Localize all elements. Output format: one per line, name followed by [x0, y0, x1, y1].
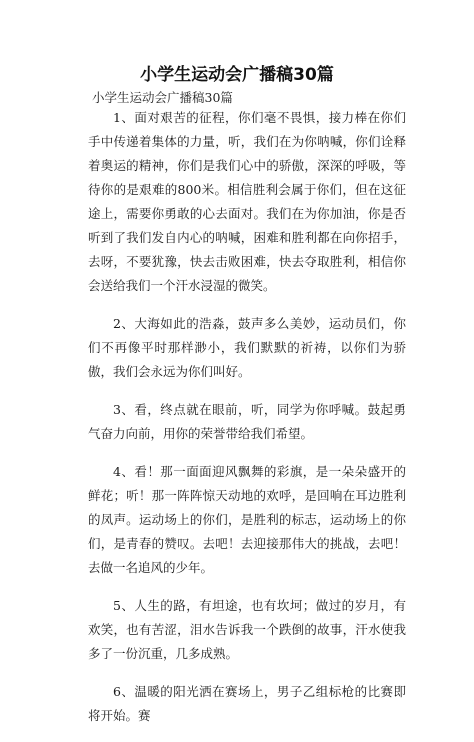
- document-body: [88, 106, 406, 742]
- paragraph-2: 2、大海如此的浩淼，鼓声多么美妙，运动员们，你们不再像平时那样渺小，我们默默的祈祷，以你们为骄傲，我们会永远为你们叫好。: [88, 316, 406, 379]
- paragraph-3: 3、看，终点就在眼前，听，同学为你呼喊。鼓起勇气奋力向前，用你的荣誉带给我们希望。: [88, 402, 406, 441]
- document-title: 小学生运动会广播稿30篇: [140, 65, 334, 85]
- document-subtitle: 小学生运动会广播稿30篇: [92, 90, 233, 105]
- paragraph-5: 5、人生的路，有坦途，也有坎坷；做过的岁月，有欢笑，也有苦涩，泪水告诉我一个跌倒的故事，汗水使我多了一份沉重，几多成熟。: [88, 598, 406, 661]
- paragraph-4: 4、看！那一面面迎风飘舞的彩旗，是一朵朵盛开的鲜花；听！那一阵阵惊天动地的欢呼，是回响在耳边胜利的凤声。运动场上的你们，是胜利的标志，运动场上的你们，是青春的赞叹。去吧！去迎接那伟大的挑战，去吧！去做一名追风的少年。: [88, 464, 406, 575]
- paragraph-6: 6、温暖的阳光洒在赛场上，男子乙组标枪的比赛即将开始。赛: [88, 684, 406, 723]
- paragraph-1: 1、面对艰苦的征程，你们毫不畏惧，接力棒在你们手中传递着集体的力量，听，我们在为你呐喊，你们诠释着奥运的精神，你们是我们心中的骄傲，深深的呼吸，等待你的是艰难的800米。相信胜利会属于你们，但在这征途上，需要你勇敢的心去面对。我们在为你加油，你是否听到了我们发自内心的呐喊，困难和胜利都在向你招手，去呀，不要犹豫，快去击败困难，快去夺取胜利，相信你会送给我们一个汗水浸湿的微笑。: [88, 110, 406, 293]
